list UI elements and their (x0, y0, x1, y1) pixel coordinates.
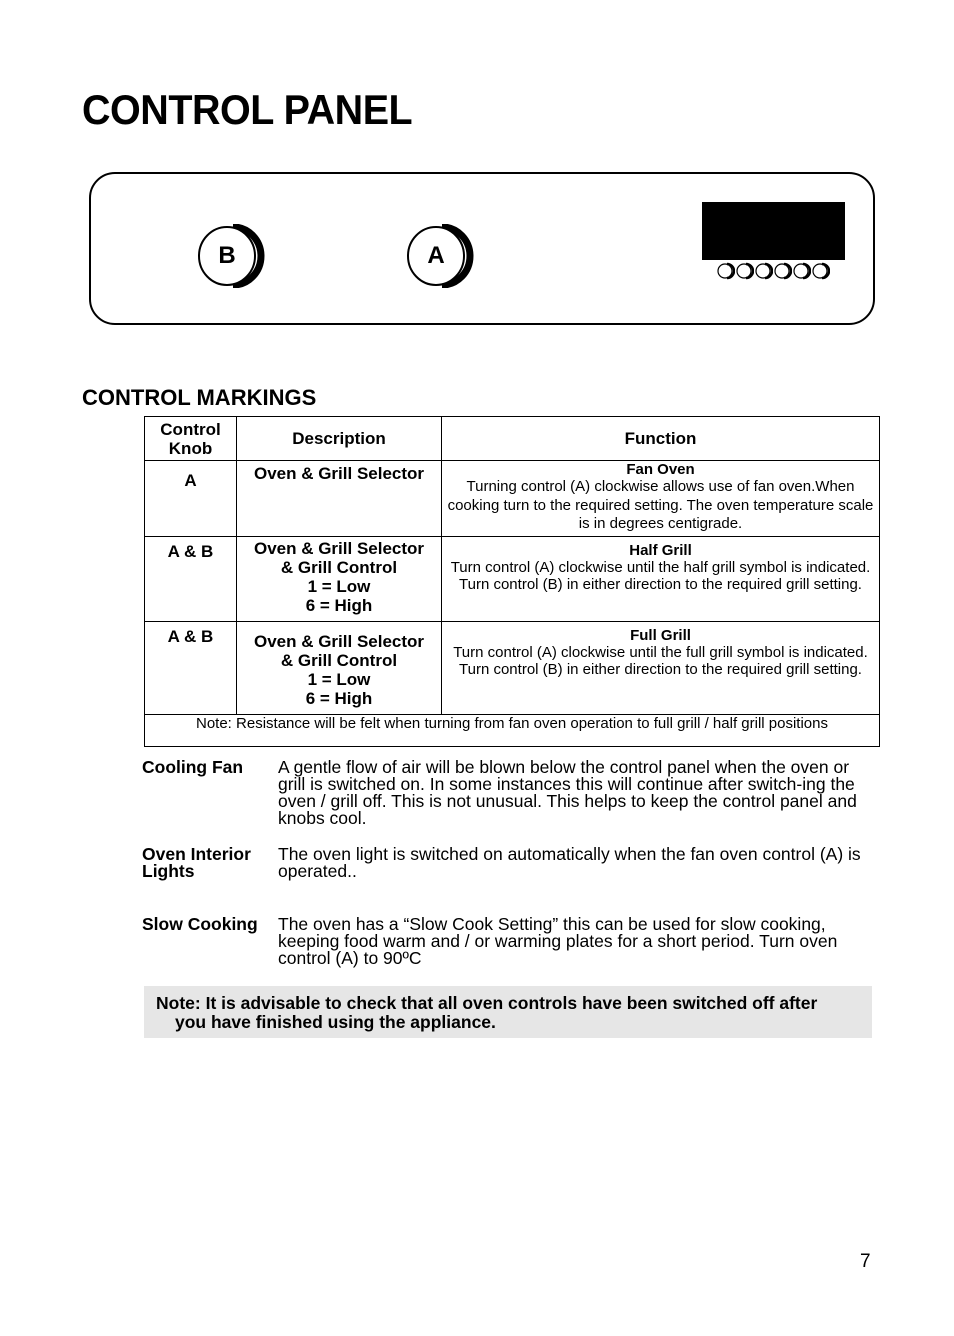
oven-lights-text: The oven light is switched on automatically when the fan oven control (A) is operated.. (278, 844, 861, 881)
description-line: & Grill Control (280, 650, 398, 670)
table-row (145, 536, 880, 621)
indicator-3-icon (755, 262, 773, 280)
page-title: CONTROL PANEL (82, 86, 413, 133)
table-row (145, 461, 880, 537)
oven-lights-section (142, 846, 882, 886)
row-description (237, 461, 442, 537)
table-header-row (145, 417, 880, 461)
description-line: & Grill Control (280, 557, 398, 577)
indicator-1-icon (717, 262, 735, 280)
slow-cooking-text: The oven has a “Slow Cook Setting” this can be used for slow cooking, keeping food warm and / or warming plates for a short period. Turn oven control (A) to 90ºC (278, 914, 838, 968)
oven-lights-label-line2: Lights (142, 861, 195, 881)
function-title: Half Grill (629, 541, 692, 559)
header-function: Function (442, 417, 880, 461)
description-line: 1 = Low (307, 669, 371, 689)
function-text: Turn control (A) clockwise until the half grill symbol is indicated. Turn control (B) in either direction to the required grill setting. (450, 558, 871, 593)
table-row (145, 621, 880, 714)
table-note: Note: Resistance will be felt when turning from fan oven operation to full grill / half grill positions (145, 714, 880, 746)
slow-cooking-label: Slow Cooking (142, 914, 258, 934)
header-knob-line1: Control (160, 419, 221, 439)
indicator-2-icon (736, 262, 754, 280)
advisory-line1: Note: It is advisable to check that all oven controls have been switched off after (156, 993, 818, 1013)
cooling-fan-text: A gentle flow of air will be blown below the control panel when the oven or grill is switched on. In some instances this will continue after switch-ing the oven / grill off. This is not unusual. This helps to keep the control panel and knobs cool. (278, 757, 857, 828)
timer-display (702, 202, 845, 260)
slow-cooking-section (142, 916, 882, 971)
indicator-4-icon (774, 262, 792, 280)
function-title: Full Grill (630, 626, 691, 644)
header-knob (145, 417, 237, 461)
knob-a (406, 224, 466, 284)
description-line: Oven & Grill Selector (253, 464, 425, 483)
indicator-buttons (717, 262, 837, 284)
description-line: 1 = Low (307, 576, 371, 596)
description-line: Oven & Grill Selector (253, 538, 425, 558)
row-description (237, 621, 442, 714)
indicator-5-icon (793, 262, 811, 280)
header-description: Description (237, 417, 442, 461)
description-line: 6 = High (305, 595, 373, 615)
function-text: Turning control (A) clockwise allows use of fan oven.When cooking turn to the required setting. The oven temperature scale is in degrees centigrade. (447, 478, 874, 532)
oven-lights-label (142, 846, 272, 880)
row-knob: A & B (145, 536, 237, 621)
advisory-note-text (156, 994, 868, 1032)
control-markings-table (144, 416, 880, 747)
control-panel-diagram (89, 172, 875, 325)
cooling-fan-label: Cooling Fan (142, 757, 244, 777)
control-markings-heading: CONTROL MARKINGS (82, 385, 317, 410)
function-title: Fan Oven (626, 461, 695, 478)
advisory-note-box (144, 986, 872, 1038)
row-knob: A (145, 461, 237, 537)
row-function (442, 461, 880, 537)
indicator-6-icon (812, 262, 830, 280)
function-text: Turn control (A) clockwise until the full grill symbol is indicated. Turn control (B) in either direction to the required grill setting. (453, 643, 868, 678)
oven-lights-label-line1: Oven Interior (142, 844, 251, 864)
cooling-fan-section (142, 759, 882, 829)
header-knob-line2: Knob (168, 438, 213, 458)
page-number: 7 (860, 1251, 871, 1272)
description-line: Oven & Grill Selector (253, 631, 425, 651)
row-description (237, 536, 442, 621)
knob-a-label: A (427, 242, 445, 269)
knob-b-label: B (218, 242, 236, 269)
advisory-line2: you have finished using the appliance. (175, 1012, 496, 1032)
row-function (442, 536, 880, 621)
knob-b (197, 224, 257, 284)
table-note-row (145, 714, 880, 746)
description-line: 6 = High (305, 688, 373, 708)
row-function (442, 621, 880, 714)
row-knob: A & B (145, 621, 237, 714)
